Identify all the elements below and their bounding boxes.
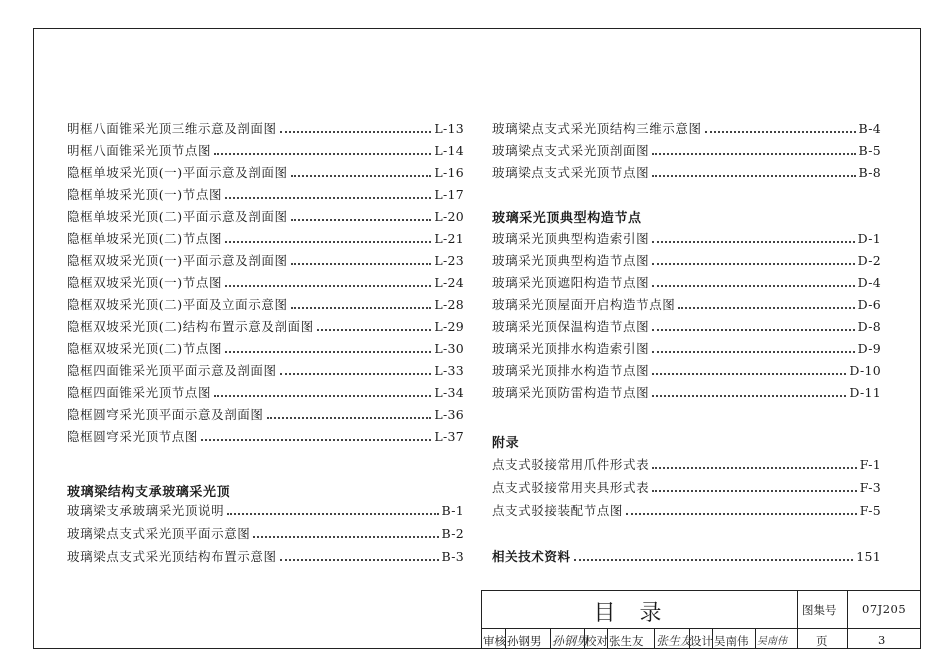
- toc-entry-title: 玻璃采光顶遮阳构造节点图: [492, 275, 650, 290]
- leader-dots: [652, 490, 857, 492]
- toc-entry[interactable]: [492, 499, 881, 519]
- toc-entry-title: 隐框四面锥采光顶平面示意及剖面图: [67, 363, 277, 378]
- toc-entry-page: L-30: [434, 341, 464, 356]
- toc-entry-page: D-4: [857, 275, 881, 290]
- toc-entry-title: 点支式驳接常用爪件形式表: [492, 457, 650, 472]
- leader-dots: [225, 351, 431, 353]
- toc-entry-title: 隐框圆穹采光顶节点图: [67, 429, 199, 444]
- leader-dots: [291, 263, 432, 265]
- leader-dots: [225, 285, 431, 287]
- toc-entry[interactable]: [67, 293, 464, 313]
- leader-dots: [280, 131, 432, 133]
- toc-entry-title: 玻璃梁点支式采光顶节点图: [492, 165, 650, 180]
- toc-entry-title: 隐框双坡采光顶(二)节点图: [67, 341, 223, 356]
- toc-entry-title: 隐框双坡采光顶(一)节点图: [67, 275, 223, 290]
- toc-entry-page: B-8: [858, 165, 881, 180]
- title-block: [481, 590, 921, 649]
- title-block-vline: [550, 628, 551, 649]
- toc-entry-title: 玻璃梁点支式采光顶结构三维示意图: [492, 121, 702, 136]
- toc-entry[interactable]: [67, 381, 464, 401]
- toc-entry-title: 玻璃采光顶典型构造节点图: [492, 253, 650, 268]
- toc-entry-title: 隐框单坡采光顶(一)节点图: [67, 187, 223, 202]
- toc-entry[interactable]: [67, 205, 464, 225]
- section-heading: 玻璃采光顶典型构造节点: [492, 211, 642, 226]
- toc-entry-page: B-5: [858, 143, 881, 158]
- leader-dots: [317, 329, 432, 331]
- designer-signature: 吴南伟: [757, 636, 787, 647]
- leader-dots: [267, 417, 432, 419]
- toc-entry-title: 隐框四面锥采光顶节点图: [67, 385, 212, 400]
- leader-dots: [225, 241, 431, 243]
- toc-entry-page: 151: [856, 549, 881, 564]
- leader-dots: [678, 307, 854, 309]
- toc-entry[interactable]: [67, 425, 464, 445]
- leader-dots: [652, 329, 854, 331]
- toc-entry-title: 点支式驳接装配节点图: [492, 503, 624, 518]
- toc-entry-page: F-1: [859, 457, 881, 472]
- leader-dots: [291, 175, 432, 177]
- toc-entry-title: 隐框双坡采光顶(二)结构布置示意及剖面图: [67, 319, 314, 334]
- toc-entry-page: D-8: [857, 319, 881, 334]
- toc-entry-title: 玻璃采光顶排水构造索引图: [492, 341, 650, 356]
- toc-entry[interactable]: [492, 545, 881, 565]
- toc-entry-title: 相关技术资料: [492, 549, 571, 564]
- section-heading: 玻璃梁结构支承玻璃采光顶: [67, 485, 231, 500]
- leader-dots: [652, 351, 854, 353]
- toc-entry-title: 隐框圆穹采光顶平面示意及剖面图: [67, 407, 264, 422]
- section-heading: 附录: [492, 436, 520, 451]
- leader-dots: [291, 219, 432, 221]
- toc-entry-title: 隐框单坡采光顶(二)节点图: [67, 231, 223, 246]
- leader-dots: [214, 153, 431, 155]
- leader-dots: [652, 263, 854, 265]
- toc-entry-title: 隐框单坡采光顶(一)平面示意及剖面图: [67, 165, 288, 180]
- title-block-vline: [755, 628, 756, 649]
- title-block-vline: [847, 591, 848, 649]
- toc-entry[interactable]: [67, 545, 464, 565]
- toc-entry[interactable]: [67, 139, 464, 159]
- leader-dots: [705, 131, 856, 133]
- reviewer-name: 孙钢男: [507, 634, 542, 648]
- leader-dots: [225, 197, 431, 199]
- leader-dots: [280, 373, 432, 375]
- sheet-title: 目录: [593, 601, 686, 626]
- toc-entry-page: D-10: [849, 363, 881, 378]
- toc-entry-page: D-2: [857, 253, 881, 268]
- design-label: 设计: [690, 634, 713, 648]
- toc-entry[interactable]: [492, 476, 881, 496]
- toc-entry-title: 玻璃梁点支式采光顶结构布置示意图: [67, 549, 277, 564]
- designer-name: 吴南伟: [714, 634, 749, 648]
- toc-entry-page: B-3: [441, 549, 464, 564]
- toc-entry-page: L-13: [434, 121, 464, 136]
- toc-entry-title: 玻璃梁点支式采光顶剖面图: [492, 143, 650, 158]
- toc-entry[interactable]: [67, 522, 464, 542]
- toc-entry-page: F-3: [859, 480, 881, 495]
- leader-dots: [652, 373, 846, 375]
- leader-dots: [574, 559, 854, 561]
- leader-dots: [626, 513, 857, 515]
- checker-name: 张生友: [609, 634, 644, 648]
- leader-dots: [652, 285, 854, 287]
- toc-entry-title: 玻璃梁点支式采光顶平面示意图: [67, 526, 251, 541]
- toc-entry-page: L-37: [434, 429, 464, 444]
- toc-entry-page: L-24: [434, 275, 464, 290]
- toc-entry[interactable]: [67, 183, 464, 203]
- toc-entry-title: 玻璃采光顶屋面开启构造节点图: [492, 297, 676, 312]
- toc-entry[interactable]: [67, 315, 464, 335]
- toc-entry-page: D-6: [857, 297, 881, 312]
- toc-entry[interactable]: [67, 337, 464, 357]
- leader-dots: [291, 307, 432, 309]
- page-number: 3: [878, 633, 886, 647]
- leader-dots: [253, 536, 438, 538]
- toc-entry-title: 隐框双坡采光顶(一)平面示意及剖面图: [67, 253, 288, 268]
- toc-entry[interactable]: [67, 227, 464, 247]
- toc-entry[interactable]: [492, 117, 881, 137]
- toc-entry-title: 隐框双坡采光顶(二)平面及立面示意图: [67, 297, 288, 312]
- toc-entry-page: L-36: [434, 407, 464, 422]
- toc-entry-page: D-9: [857, 341, 881, 356]
- toc-entry-page: L-23: [434, 253, 464, 268]
- reviewer-signature: 孙钢男: [552, 634, 589, 648]
- atlas-number-label: 图集号: [802, 603, 837, 617]
- toc-entry-page: L-20: [434, 209, 464, 224]
- page-label: 页: [816, 634, 828, 648]
- toc-entry[interactable]: [67, 117, 464, 137]
- toc-entry-page: L-34: [434, 385, 464, 400]
- toc-entry-title: 玻璃采光顶典型构造索引图: [492, 231, 650, 246]
- toc-entry-page: B-1: [441, 503, 464, 518]
- leader-dots: [201, 439, 431, 441]
- toc-entry[interactable]: [492, 293, 881, 313]
- toc-entry[interactable]: [67, 271, 464, 291]
- leader-dots: [652, 153, 855, 155]
- toc-entry-page: L-29: [434, 319, 464, 334]
- toc-entry-page: D-11: [849, 385, 881, 400]
- toc-entry[interactable]: [492, 381, 881, 401]
- leader-dots: [652, 241, 854, 243]
- toc-entry-page: D-1: [857, 231, 881, 246]
- toc-entry-page: L-28: [434, 297, 464, 312]
- toc-entry[interactable]: [492, 337, 881, 357]
- toc-entry[interactable]: [67, 249, 464, 269]
- toc-entry-page: L-14: [434, 143, 464, 158]
- toc-entry-page: L-33: [434, 363, 464, 378]
- toc-entry-title: 玻璃采光顶排水构造节点图: [492, 363, 650, 378]
- toc-entry-page: B-2: [441, 526, 464, 541]
- toc-entry[interactable]: [492, 453, 881, 473]
- checker-signature: 张生友: [656, 634, 693, 648]
- toc-entry-page: L-16: [434, 165, 464, 180]
- toc-entry-title: 明框八面锥采光顶三维示意及剖面图: [67, 121, 277, 136]
- leader-dots: [652, 467, 857, 469]
- toc-entry-page: B-4: [858, 121, 881, 136]
- toc-entry[interactable]: [492, 227, 881, 247]
- title-block-vline: [654, 628, 655, 649]
- toc-entry-title: 玻璃采光顶保温构造节点图: [492, 319, 650, 334]
- toc-entry[interactable]: [492, 249, 881, 269]
- leader-dots: [652, 175, 855, 177]
- toc-entry-title: 玻璃梁支承玻璃采光顶说明: [67, 503, 225, 518]
- toc-entry[interactable]: [492, 315, 881, 335]
- toc-entry-title: 点支式驳接常用夹具形式表: [492, 480, 650, 495]
- toc-entry[interactable]: [67, 499, 464, 519]
- atlas-number: 07J205: [862, 602, 907, 616]
- toc-entry-title: 隐框单坡采光顶(二)平面示意及剖面图: [67, 209, 288, 224]
- toc-entry[interactable]: [492, 139, 881, 159]
- leader-dots: [280, 559, 439, 561]
- toc-entry[interactable]: [67, 403, 464, 423]
- review-label: 审核: [483, 634, 506, 648]
- toc-entry-page: L-17: [434, 187, 464, 202]
- leader-dots: [227, 513, 438, 515]
- toc-entry-page: F-5: [859, 503, 881, 518]
- title-block-vline: [797, 591, 798, 649]
- toc-entry[interactable]: [492, 359, 881, 379]
- toc-entry[interactable]: [492, 271, 881, 291]
- check-label: 校对: [585, 634, 608, 648]
- toc-entry-title: 明框八面锥采光顶节点图: [67, 143, 212, 158]
- toc-entry-title: 玻璃采光顶防雷构造节点图: [492, 385, 650, 400]
- toc-entry[interactable]: [67, 161, 464, 181]
- toc-entry-page: L-21: [434, 231, 464, 246]
- toc-entry[interactable]: [492, 161, 881, 181]
- toc-entry[interactable]: [67, 359, 464, 379]
- leader-dots: [652, 395, 846, 397]
- leader-dots: [214, 395, 431, 397]
- title-block-divider: [482, 628, 921, 629]
